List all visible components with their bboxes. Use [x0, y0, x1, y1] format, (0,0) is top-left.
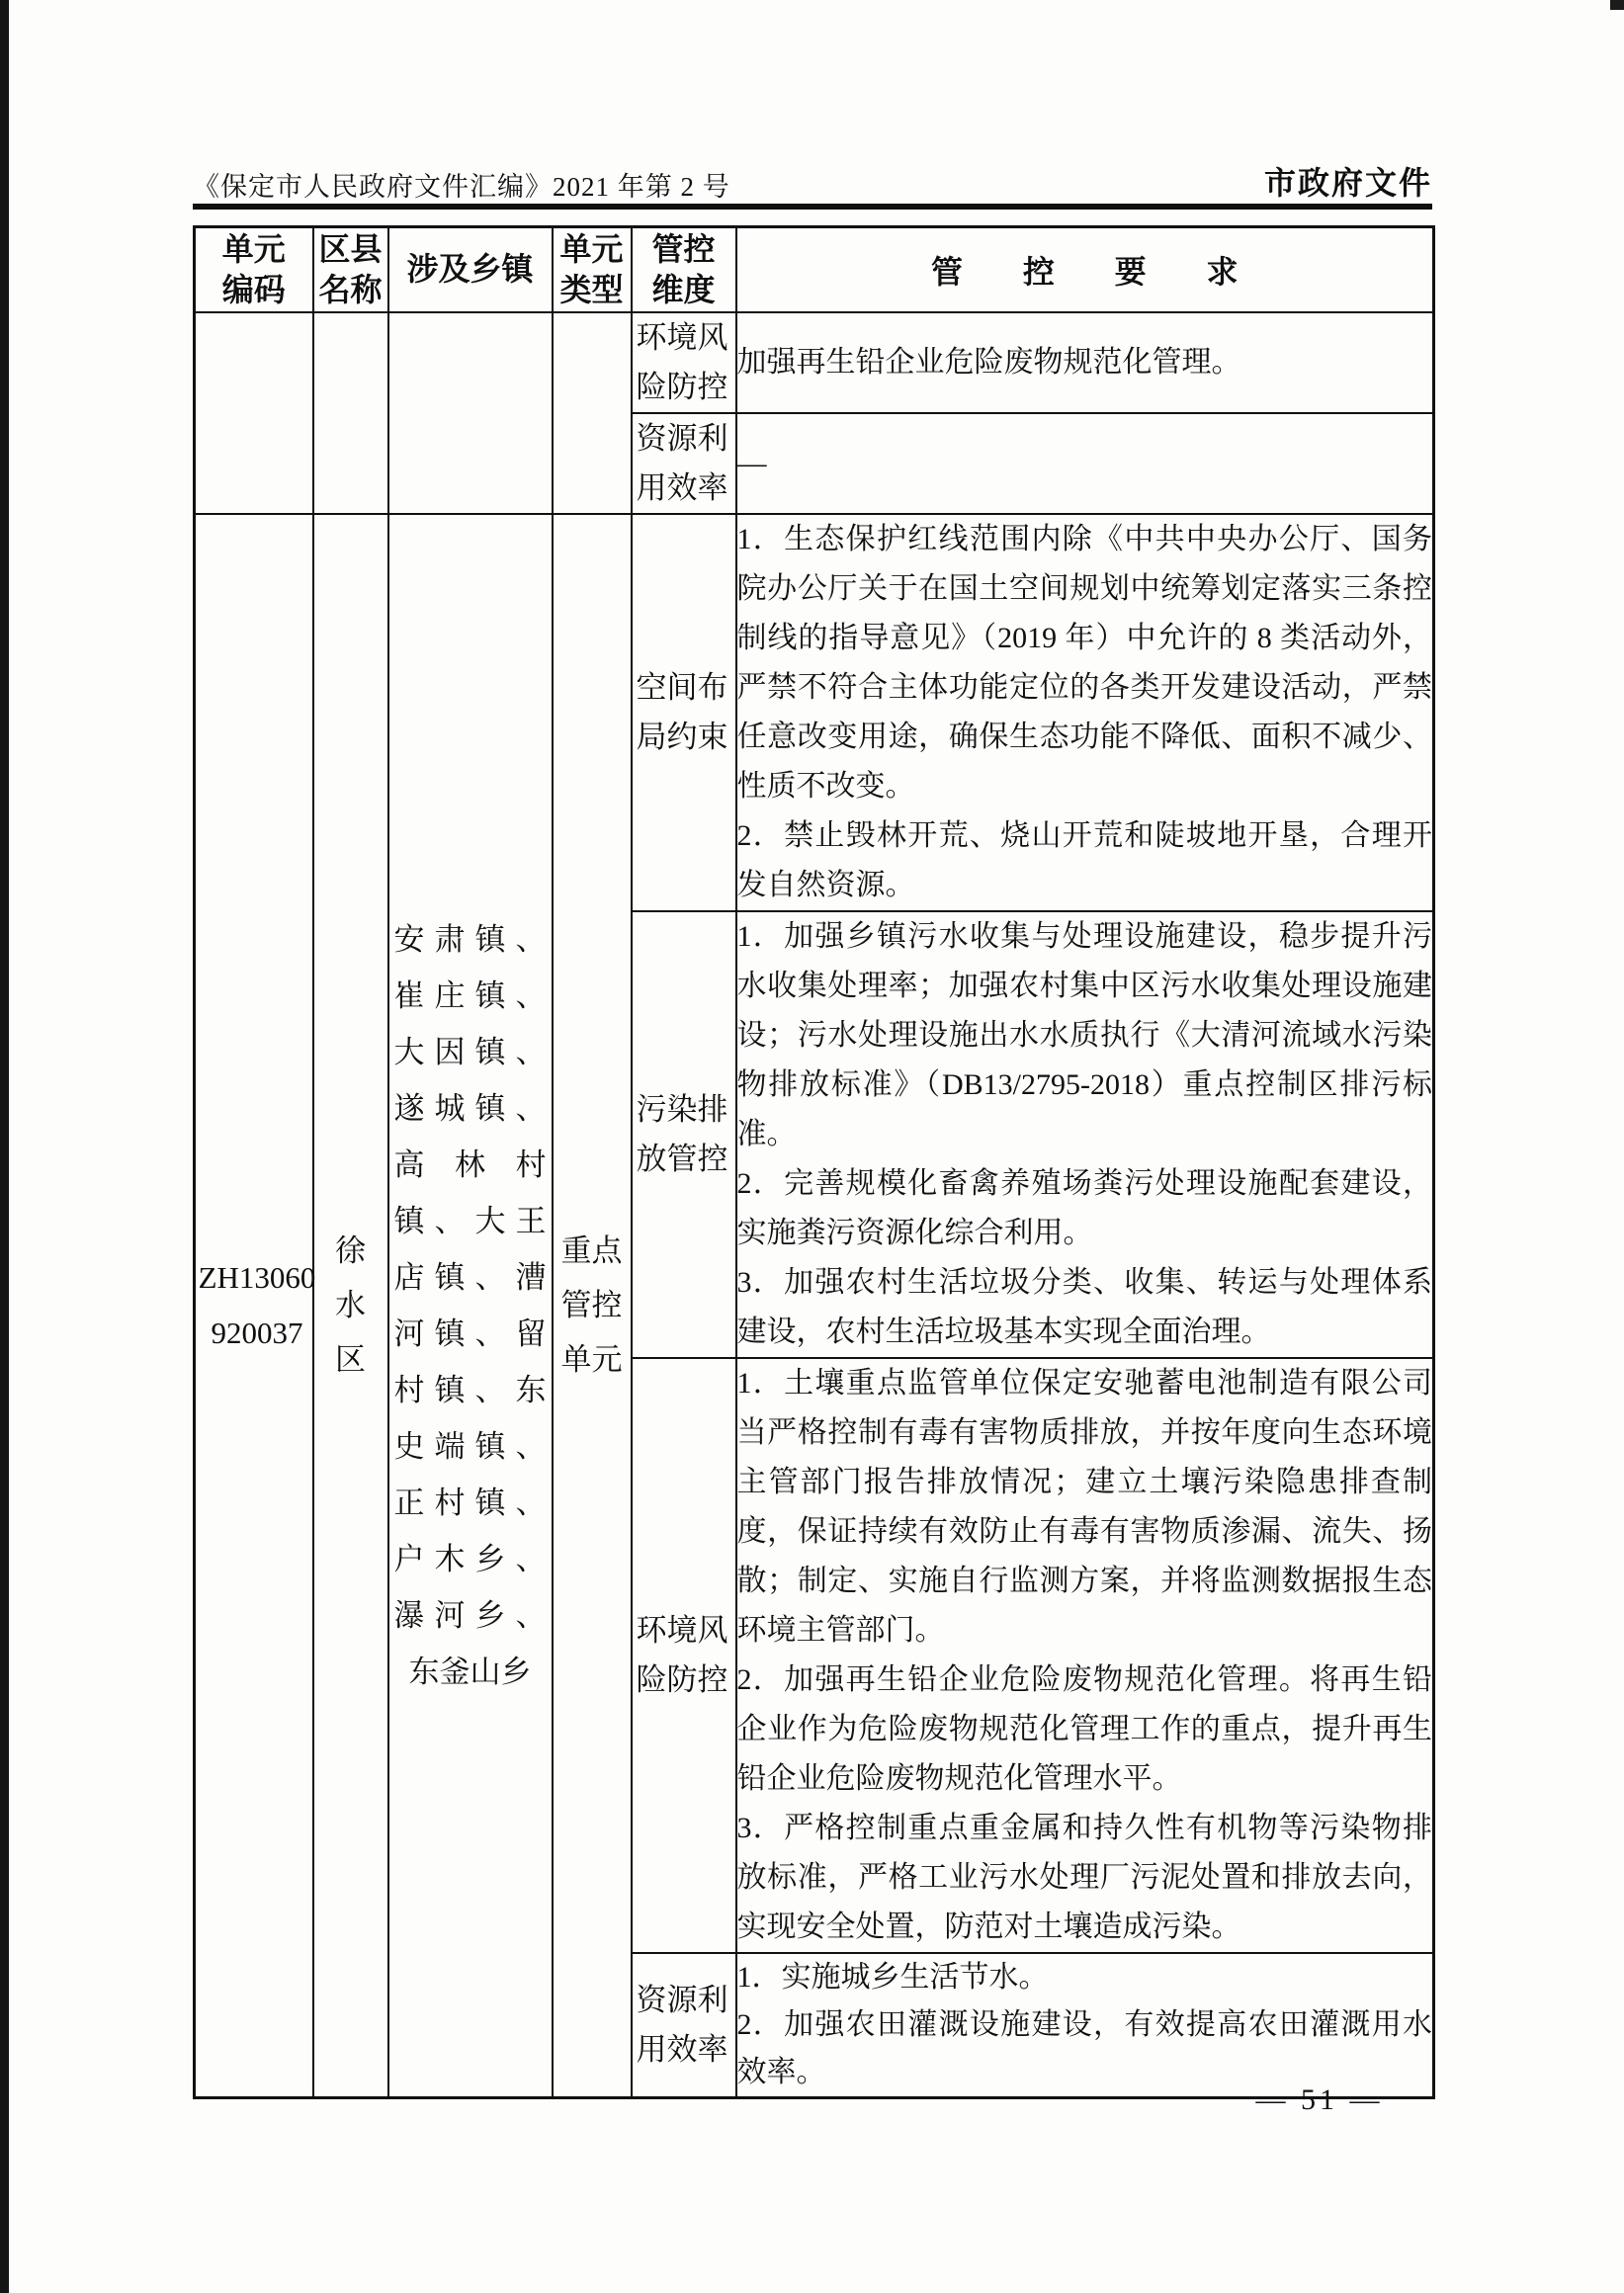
- cell-dimension: 污染排放管控: [632, 911, 736, 1358]
- col-header-district: 区县名称: [313, 227, 388, 312]
- cell-district-empty: [313, 312, 388, 514]
- requirement-paragraph: 2．加强再生铅企业危险废物规范化管理。将再生铅企业作为危险废物规范化管理工作的重点，提升再生铅企业危险废物规范化管理水平。: [736, 1662, 1432, 1795]
- requirement-paragraph: 2．完善规模化畜禽养殖场粪污处理设施配套建设，实施粪污资源化综合利用。: [736, 1166, 1432, 1249]
- scan-edge-left: [0, 0, 9, 2293]
- table-row: [195, 514, 1434, 911]
- table-header-row: [195, 227, 1434, 312]
- control-requirements-table: [193, 225, 1435, 2099]
- publication-title: 《保定市人民政府文件汇编》2021 年第 2 号: [193, 172, 730, 202]
- cell-unit-code-empty: [195, 312, 313, 514]
- requirement-paragraph: 3．严格控制重点重金属和持久性有机物等污染物排放标准，严格工业污水处理厂污泥处置和排放去向，实现安全处置，防范对土壤造成污染。: [736, 1811, 1432, 1943]
- cell-unit-type-empty: [553, 312, 632, 514]
- requirement-paragraph: 1．土壤重点监管单位保定安驰蓄电池制造有限公司当严格控制有毒有害物质排放，并按年度向生态环境主管部门报告排放情况；建立土壤污染隐患排查制度，保证持续有效防止有毒有害物质渗漏、流失、扬散；制定、实施自行监测方案，并将监测数据报生态环境主管部门。: [736, 1366, 1432, 1647]
- cell-requirement: [736, 1358, 1434, 1953]
- col-header-requirements: 管控要求: [736, 227, 1434, 312]
- cell-dimension: 资源利用效率: [632, 413, 736, 514]
- cell-unit-type: 重点管控单元: [553, 514, 632, 2098]
- requirement-paragraph: 加强再生铅企业危险废物规范化管理。: [736, 345, 1241, 379]
- col-header-unit-type: 单元类型: [553, 227, 632, 312]
- page-number: — 51 —: [1255, 2083, 1384, 2116]
- requirement-paragraph: 1．实施城乡生活节水。: [736, 1960, 1049, 1994]
- requirement-paragraph: 1．生态保护红线范围内除《中共中央办公厅、国务院办公厅关于在国土空间规划中统筹划定落实三条控制线的指导意见》（2019 年）中允许的 8 类活动外，严禁不符合主体功能定位的各类开发建设活动，严禁任意改变用途，确保生态功能不降低、面积不减少、性质不改变。: [736, 522, 1432, 803]
- cell-requirement: [736, 514, 1434, 911]
- scan-edge-corner: [1610, 0, 1624, 10]
- cell-townships: 安肃镇、崔庄镇、大因镇、遂城镇、高林村镇、大王店镇、漕河镇、留村镇、东史端镇、正村镇、户木乡、瀑河乡、东釜山乡: [388, 514, 553, 2098]
- requirement-paragraph: —: [736, 446, 767, 479]
- document-category: 市政府文件: [1263, 165, 1432, 201]
- cell-dimension: 环境风险防控: [632, 1358, 736, 1953]
- requirement-paragraph: 3．加强农村生活垃圾分类、收集、转运与处理体系建设，农村生活垃圾基本实现全面治理。: [736, 1265, 1432, 1348]
- cell-requirement: [736, 911, 1434, 1358]
- header-rule: [193, 204, 1432, 210]
- col-header-townships: 涉及乡镇: [388, 227, 553, 312]
- table-row: [195, 312, 1434, 413]
- col-header-dimension: 管控维度: [632, 227, 736, 312]
- requirement-paragraph: 2．加强农田灌溉设施建设，有效提高农田灌溉用水效率。: [736, 2007, 1432, 2088]
- cell-requirement: [736, 312, 1434, 413]
- col-header-unit-code: 单元编码: [195, 227, 313, 312]
- cell-dimension: 空间布局约束: [632, 514, 736, 911]
- cell-dimension: 资源利用效率: [632, 1953, 736, 2098]
- cell-requirement: [736, 413, 1434, 514]
- cell-townships-empty: [388, 312, 553, 514]
- cell-district: 徐水区: [313, 514, 388, 2098]
- cell-dimension: 环境风险防控: [632, 312, 736, 413]
- cell-requirement: [736, 1953, 1434, 2098]
- cell-unit-code: ZH13060 920037: [195, 514, 313, 2098]
- page-header: [193, 158, 1432, 204]
- requirement-paragraph: 2．禁止毁林开荒、烧山开荒和陡坡地开垦，合理开发自然资源。: [736, 818, 1432, 901]
- requirement-paragraph: 1．加强乡镇污水收集与处理设施建设，稳步提升污水收集处理率；加强农村集中区污水收集处理设施建设；污水处理设施出水水质执行《大清河流域水污染物排放标准》（DB13/2795-2018）重点控制区排污标准。: [736, 919, 1432, 1150]
